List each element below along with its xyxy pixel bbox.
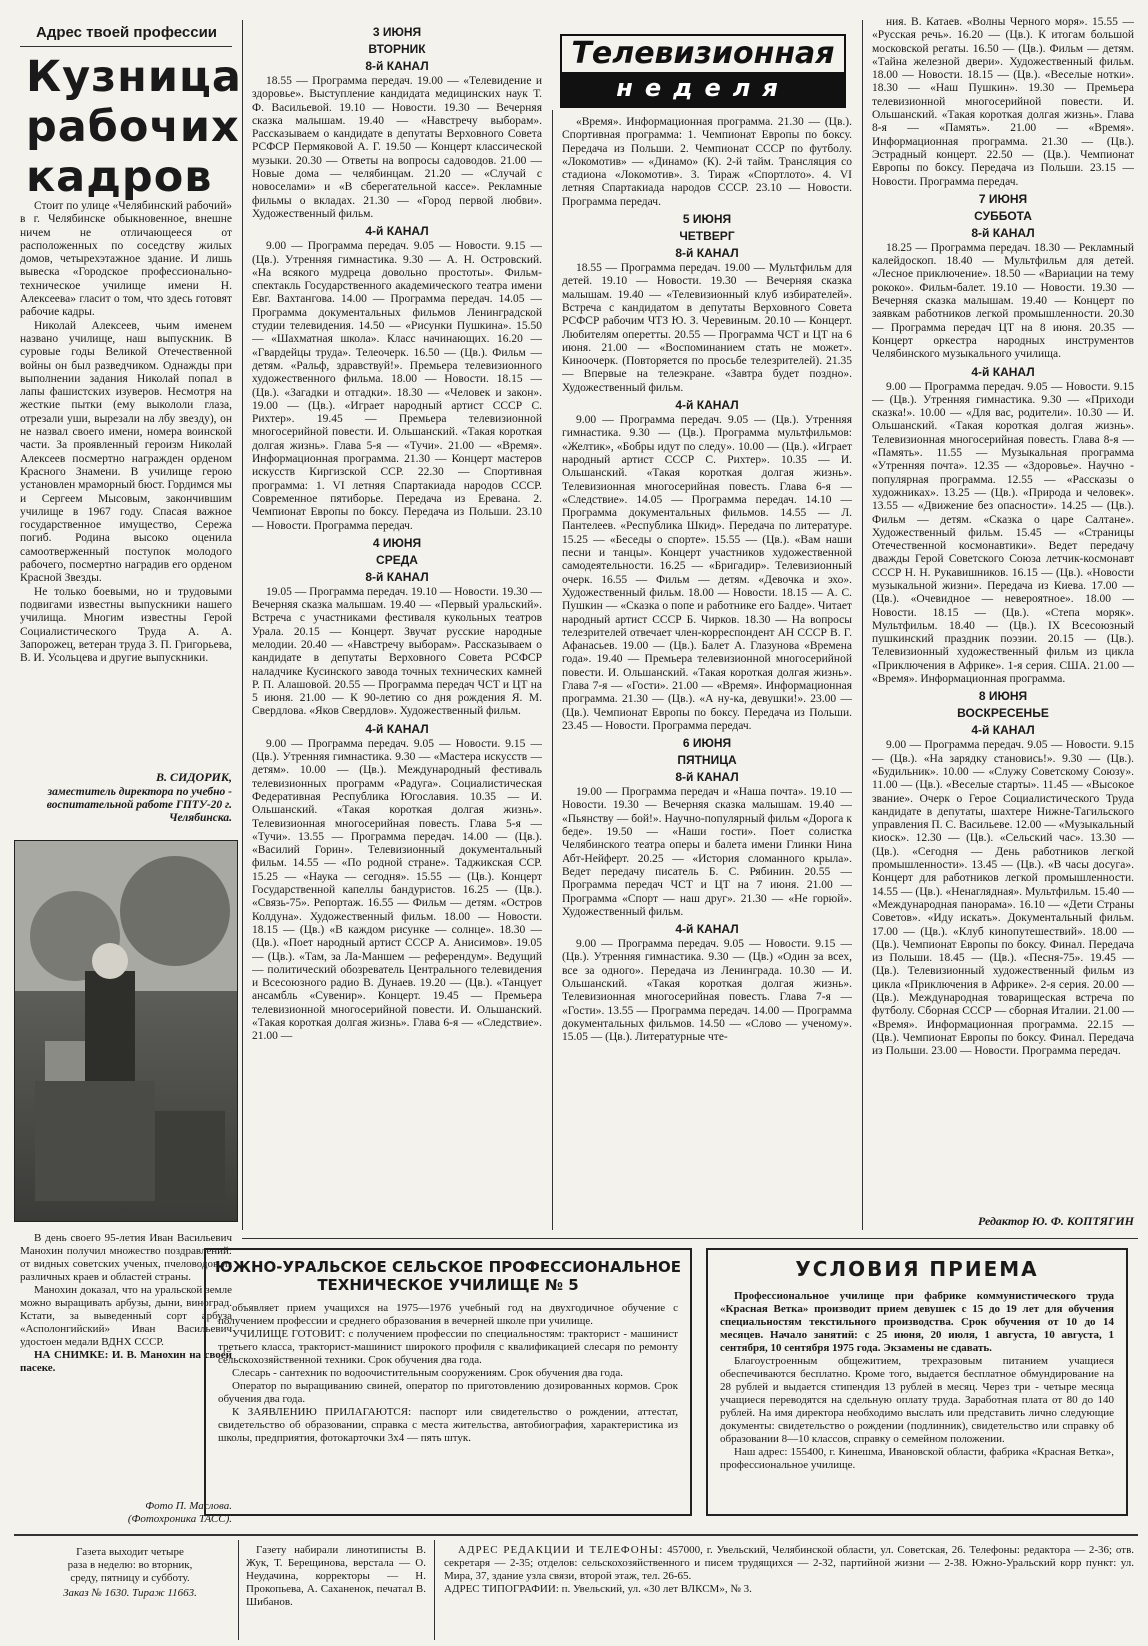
tv-column-1 [252, 22, 542, 1232]
ad-school-paragraph: Оператор по выращиванию свиней, оператор по приготовлению дозированных кормов. Срок обучения два года. [218, 1380, 678, 1405]
tv-schedule-heading: 8 ИЮНЯ [978, 689, 1028, 704]
ad-school-paragraph: Слесарь - сантехник по водоочистительным сооружениям. Срок обучения два года. [232, 1367, 623, 1379]
tv-column-2 [562, 116, 852, 1232]
ad-conditions-paragraph: Благоустроенным общежитием, трехразовым питанием учащиеся обеспечиваются бесплатно. Кроме того, выдается бесплатное обмундирование на 28 рублей и выдается стипендия 13 рублей в месяц. Через три - четыре месяца учащиеся переводятся на сдельную оплату труда. Заработная плата от 80 до 140 рублей. На имя директора необходимо выслать или представить лично следующие документы: свидетельство о рождении (подлинник), свидетельство или справку об образовании 8—10 классов, справку о семейном положении. [720, 1355, 1114, 1445]
schedule-line: среду, пятницу и субботу. [70, 1572, 190, 1584]
ad-school-title-line: ТЕХНИЧЕСКОЕ УЧИЛИЩЕ № 5 [317, 1276, 579, 1294]
tv-schedule-heading: СРЕДА [376, 552, 418, 567]
address-text: 457000, г. Увельский, Челябинской области, ул. Советская, 26. Телефоны: редактора — 2-36; отв. секретаря — 2-35; отделов: сельскохозяйственного и писем трудящихся — 2-32, партийной жизни — 2-38. Южно-Уральский корр пункт: ул. Мира, 37, здание узла связи, второй этаж, тел. 26-65. [444, 1544, 1134, 1582]
tv-schedule-heading: 8-й КАНАЛ [675, 246, 739, 261]
ad-school-title [206, 1258, 690, 1294]
beekeeper-photo [14, 840, 238, 1222]
article-signature-title: заместитель директора по учебно - воспитательной работе ГПТУ-20 г. Челябинска. [46, 786, 232, 824]
ad-school-paragraph: УЧИЛИЩЕ ГОТОВИТ: с получением профессии по специальностям: тракторист - машинист третьего класса, тракторист-машинист широкого профиля с квалификацией слесаря по ремонту сельскохозяйственной техники. Срок обучения два года. [218, 1328, 678, 1366]
tv-schedule-text: 19.05 — Программа передач. 19.10 — Новости. 19.30 — Вечерняя сказка малышам. 19.40 — «Первый уральский». Встреча с участниками фестиваля кукольных театров Урала. 20.15 — Концерт. Звучат русские народные мелодии. 20.40 — «Навстречу выборам». Рассказываем о кандидате в депутаты Верховного Совета РСФСР наладчике Кусинского завода точных технических камней Р. П. Алашовой. 20.55 — Программа передач ЧСТ и ЦТ на 5 июня. 21.00 — К 90-летию со дня рождения Я. М. Свердлова. «Яков Свердлов». Художественный фильм. [252, 585, 542, 718]
tv-schedule-heading: 3 ИЮНЯ [372, 25, 422, 39]
tv-schedule-heading: 4-й КАНАЛ [675, 398, 739, 413]
column-divider [242, 20, 243, 1230]
tv-schedule-text: ния. В. Катаев. «Волны Черного моря». 15.55 — «Русская речь». 16.20 — (Цв.). К итогам большой московской регаты. 16.50 — (Цв.). Фильм — детям. «Тайна железной двери». Художественный фильм. 18.00 — Новости. 18.15 — (Цв.). «Веселые нотки». 18.30 — «Наш Пушкин». 19.30 — Премьера телевизионной многосерийной повести. И. Ольшанский. «Такая короткая долгая жизнь». Глава 8-я — «Память». 21.00 — «Время». Информационная программа. 21.30 — (Цв.). Эстрадный концерт. 22.50 — (Цв.). Чемпионат Европы по боксу. Передача из Польши. 23.15 — Новости. Программа передач. [872, 16, 1134, 188]
tv-schedule-heading: 4-й КАНАЛ [675, 922, 739, 937]
rubric-label: Адрес твоей профессии [36, 24, 218, 41]
ad-conditions-box [706, 1248, 1128, 1516]
tv-schedule-heading: 8-й КАНАЛ [365, 59, 429, 73]
tv-schedule-heading: 8-й КАНАЛ [971, 225, 1035, 240]
article-title-line: кадров [26, 152, 213, 202]
tv-schedule-heading: 4-й КАНАЛ [971, 364, 1035, 379]
ad-conditions-paragraph: Профессиональное училище при фабрике коммунистического труда «Красная Ветка» производит прием девушек с 15 до 19 лет для обучения специальностям текстильного производства. Срок обучения от 10 до 14 месяцев. Начало занятий: с 25 июня, 20 июля, 1 августа, 10 августа, 1 сентября, 10 сентября 1975 года. Экзамены не сдавать. [720, 1290, 1114, 1354]
rubric-underline [20, 46, 232, 47]
tv-schedule-text: 18.55 — Программа передач. 19.00 — Мультфильм для детей. 19.10 — Новости. 19.30 — Вечерняя сказка малышам. 19.40 — «Телевизионный клуб избирателей». Встреча с кандидатом в депутаты Верховного Совета РСФСР рабочим ЧТЗ Ю. З. Черевиным. 20.10 — Концерт. Любителям оперетты. 20.55 — Программа ЧСТ и ЦТ на 6 июня. 21.00 — «Воспоминанием стать не может». Киноочерк. (Повторяется по просьбе телезрителей). 21.35 — Впервые на телеэкране. «Завтра будет поздно». Художественный фильм. [562, 262, 852, 394]
ad-conditions-paragraph: Наш адрес: 155400, г. Кинешма, Ивановской области, фабрика «Красная Ветка», профессиональное училище. [720, 1446, 1114, 1471]
typeset-credits: Газету набирали линотиписты В. Жук, Т. Берещинова, верстала — О. Неудачина, корректоры — Н. Прокопьева, А. Саханенок, печатал В. Шибанов. [246, 1544, 426, 1608]
column-divider [552, 110, 553, 1230]
ad-school-paragraph: объявляет прием учащихся на 1975—1976 учебный год на двухгодичное обучение с получением профессии и среднего образования в вечерней школе при училище. [218, 1302, 678, 1327]
tv-schedule-text: 9.00 — Программа передач. 9.05 — Новости. 9.15 — (Цв.). «На зарядку становись!». 9.30 — (Цв.). «Будильник». 10.00 — «Служу Советскому Союзу». 11.00 — (Цв.). «Веселые старты». 11.45 — «Высокое звание». Очерк о Герое Социалистического Труда кандидате в депутаты, шахтере Нижне-Тагильского управления П. С. Васильеве. 12.00 — «Музыкальный киоск». 12.30 — (Цв.). «Сельский час». 13.30 — (Цв.). «Сегодня — День работников легкой промышленности». 13.45 — (Цв.). «В часы досуга». Концерт для работников легкой промышленности. 14.55 — (Цв.). «Ненаглядная». Мультфильм. 15.40 — «Международная панорама». 16.10 — «Дети Страны Советов». «Иду искать». Документальный фильм. 17.00 — (Цв.). «Клуб кинопутешествий». 18.00 — (Цв.). Чемпионат Европы по боксу. Финал. Передача из Польши. 18.45 — (Цв.). «Песня-75». 19.45 — (Цв.). Телевизионный художественный фильм из цикла «Приключения в Африке». 2-я серия. 20.00 — (Цв.). Международная товарищеская встреча по футболу. Сборная СССР — сборная Италии. 21.00 — «Время». Информационная программа. 22.15 — (Цв.). Чемпионат Европы по боксу. Финал. Передача из Польши. 23.00 — Новости. Программа передач. [872, 739, 1134, 1058]
caption-paragraph: Манохин доказал, что на уральской земле можно выращивать арбузы, дыни, виноград. Кстати, за выведенный сорт арбуза «Асполонгийский» Иван Васильевич удостоен медали ВДНХ СССР. [20, 1284, 232, 1348]
tv-schedule-heading: СУББОТА [974, 208, 1032, 223]
address-paragraph [444, 1544, 1134, 1583]
article-paragraph: Стоит по улице «Челябинский рабочий» в г. Челябинске обыкновенное, внешне ничем не отличающееся от расположенных по соседству жилых домов, четырехэтажное здание. И лишь вывеска «Городское профессионально-техническое училище имени Н. Алексеева» гласит о том, что здесь готовят рабочие кадры. [20, 200, 232, 319]
tv-logo-bottom: неделя [616, 74, 790, 102]
tv-schedule-heading: 8-й КАНАЛ [675, 770, 739, 785]
tv-schedule-heading: ВОСКРЕСЕНЬЕ [957, 706, 1049, 721]
footer-address [444, 1544, 1134, 1640]
footer-divider [14, 1534, 1138, 1536]
ad-conditions-body [720, 1290, 1114, 1510]
ad-conditions-title: УСЛОВИЯ ПРИЕМА [795, 1257, 1039, 1281]
caption-paragraph: НА СНИМКЕ: И. В. Манохин на своей пасеке. [20, 1349, 232, 1374]
caption-paragraph: В день своего 95-летия Иван Васильевич Манохин получил множество поздравлений: от видных советских ученых, пчеловодов из различных краев и областей страны. [20, 1232, 232, 1283]
tv-schedule-heading: 6 ИЮНЯ [682, 736, 732, 751]
credit-line: Фото П. Маслова. [145, 1500, 232, 1512]
tv-schedule-heading: 8-й КАНАЛ [365, 569, 429, 584]
column-divider [862, 20, 863, 1230]
tv-schedule-heading: 4-й КАНАЛ [365, 721, 429, 736]
ad-school-paragraph: К ЗАЯВЛЕНИЮ ПРИЛАГАЮТСЯ: паспорт или свидетельство о рождении, аттестат, свидетельство об образовании, справка с места жительства, автобиография, характеристика из школы, предприятия, фотокарточки 3х4 — пять штук. [218, 1406, 678, 1444]
tv-schedule-text: 9.00 — Программа передач. 9.05 — Новости. 9.15 — (Цв.). Утренняя гимнастика. 9.30 — А. Н. Островский. «На всякого мудреца довольно простоты». Фильм-спектакль Государственного академического театра имени Евг. Вахтангова. 14.00 — Программа передач. 14.05 — Программа документальных фильмов Ленинградской студии телевидения. 14.50 — «Рисунки Пушкина». 15.50 — «Шахматная школа». Класс начинающих. 16.20 — «Гвардейцы труда». Телеочерк. 16.50 — (Цв.). Фильм — детям. «Ральф, здравствуй!». Премьера телевизионного художественного фильма. 18.00 — Новости. 18.15 — (Цв.). «Загадки и отгадки». 18.30 — «Человек и закон». 19.00 — (Цв.). «Играет народный артист СССР С. Рихтер». 19.45 — Премьера телевизионной многосерийной повести. И. Ольшанский. «Такая короткая долгая жизнь». Глава 5-я — «Тучи». 21.00 — «Время». Информационная программа. 21.30 — Концерт мастеров искусств Киргизской ССР. 22.30 — Спортивная программа: 1. VI летняя Спартакиада народов СССР. Современное пятиборье. Передача из Еревана. 2. Чемпионат Европы по боксу. Передача из Польши. 23.10 — Новости. Программа передач. [252, 240, 542, 532]
footer-typeset [246, 1544, 426, 1640]
tv-schedule-heading: 4 ИЮНЯ [372, 535, 422, 550]
tv-schedule-text: 9.00 — Программа передач. 9.05 — Новости. 9.15 — (Цв.). Утренняя гимнастика. 9.30 — (Цв.) «Один за всех, все за одного». Передача из Ленинграда. 10.30 — И. Ольшанский. «Такая короткая долгая жизнь». Телевизионная многосерийная повесть. Глава 7-я — «Гости». 13.55 — Программа передач. 14.00 — Программа документальных фильмов. 14.50 — «Слово — ученому». 15.05 — (Цв.). Литературные чте- [562, 938, 852, 1044]
photo-illustration [15, 841, 237, 1221]
photo-credit [20, 1500, 232, 1526]
article-title [26, 52, 242, 202]
tv-schedule-heading: ЧЕТВЕРГ [679, 229, 735, 244]
tv-schedule-heading: 4-й КАНАЛ [971, 723, 1035, 738]
article-paragraph: Николай Алексеев, чьим именем названо училище, наш выпускник. В суровые годы Великой Отечественной войны он был разведчиком. Однажды при выполнении задания Николай попал в лапы фашистских изуверов. Несмотря на жесткие пытки (ему выкололи глаза, отрезали уши, вырезали на лбу звезду), он не назвал своего имени, номера воинской части. За проявленный героизм Николай Алексеев посмертно награжден орденом Красного Знамени. В училище герою установлен мраморный бюст. Гордимся мы и Сергеем Мысовым, закончившим училище в 1967 году. Спасая важное государственное имущество, Сережа погиб. Родина высоко оценила самоотверженный поступок молодого рабочего, посмертно наградив его орденом Красной Звезды. [20, 319, 232, 585]
article-title-line: Кузница [26, 52, 242, 102]
tv-schedule-heading: ВТОРНИК [368, 42, 426, 56]
schedule-line: Газета выходит четыре [76, 1546, 184, 1558]
tv-schedule-text: 18.55 — Программа передач. 19.00 — «Телевидение и здоровье». Выступление кандидата медицинских наук Т. Ф. Васильевой. 19.10 — Новости. 19.30 — Вечерняя сказка малышам. 19.40 — «Навстречу выборам». Рассказываем о кандидате в депутаты Верховного Совета РСФСР Пермяковой А. Г. 19.50 — Концерт классической музыки. 20.30 — Ответы на вопросы садоводов. 21.00 — Новые дома — челябинцам. 21.20 — «Случай с новоселами» и «В сберегательной кассе». Рекламные фильмы о вкладах. 21.30 — «Город первой любви». Художественный фильм. [252, 75, 542, 220]
article-signature: В. СИДОРИК, [155, 770, 232, 784]
footer-schedule [30, 1546, 230, 1600]
footer-divider-v [238, 1540, 239, 1640]
photo-caption [20, 1232, 232, 1432]
ad-school-title-line: ЮЖНО-УРАЛЬСКОЕ СЕЛЬСКОЕ ПРОФЕССИОНАЛЬНОЕ [214, 1258, 682, 1276]
order-info: Заказ № 1630. Тираж 11663. [63, 1587, 197, 1599]
article-paragraph: Не только боевыми, но и трудовыми подвигами известны выпускники нашего училища. Многим известны Герой Социалистического Труда А. А. Запорожец, ветеран труда З. П. Григорьева, В. И. Усольцева и другие выпускники. [20, 585, 232, 665]
ad-school-body [218, 1302, 678, 1508]
print-address: АДРЕС ТИПОГРАФИИ: п. Увельский, ул. «30 лет ВЛКСМ», № 3. [444, 1583, 752, 1595]
tv-schedule-text: «Время». Информационная программа. 21.30 — (Цв.). Спортивная программа: 1. Чемпионат Европы по боксу. Передача из Польши. 2. Чемпионат СССР по футболу. «Локомотив» — «Динамо» (К). 2-й тайм. Трансляция со стадиона «Локомотив». 3. Тираж «Спортлото». 4. VI летняя Спартакиада народов СССР. 23.10 — Новости. Программа передач. [562, 116, 852, 208]
article-title-line: рабочих [26, 102, 240, 152]
tv-schedule-heading: ПЯТНИЦА [677, 753, 737, 768]
tv-week-logo [560, 34, 846, 108]
tv-schedule-text: 19.00 — Программа передач и «Наша почта». 19.10 — Новости. 19.30 — Вечерняя сказка малышам. 19.40 — «Пьянству — бой!». Научно-популярный фильм «Дорога к беде». 19.50 — «Наши гости». Поет солистка Челябинского театра оперы и балета имени Глинки Нина Абт-Нейферт. 20.25 — «История сломанного крыла». Ведет передачу писатель Б. С. Рябинин. 20.55 — Программа передач ЧСТ и ЦТ на 7 июня. 21.00 — Программа «Спорт — наш друг». 21.30 — «Не горюй». Художественный фильм. [562, 786, 852, 918]
tv-schedule-text: 9.00 — Программа передач. 9.05 — Новости. 9.15 — (Цв.). Утренняя гимнастика. 9.30 — «Мастера искусств — детям». 10.00 — (Цв.). Международный фестиваль телевизионных программ «Радуга». Социалистическая Федеративная Республика Югославия. 10.35 — И. Ольшанский. «Такая короткая долгая жизнь». Телевизионная многосерийная повесть. Глава 5-я — «Тучи». 13.55 — Программа передач. 14.00 — (Цв.). «Василий Горин». Телевизионный документальный фильм. 14.55 — «По родной стране». Таджикская ССР. 15.25 — «Наука — сегодня». 15.55 — (Цв.). Концерт Государственной капеллы бандуристов. 16.25 — (Цв.). «Связь-75». Репортаж. 16.55 — Фильм — детям. «Остров Колдуна». Художественный фильм. 18.00 — Новости. 18.15 — (Цв.) «В каждом рисунке — солнце». 18.30 — (Цв.). «Поет народный артист СССР А. Анисимов». 19.05 — (Цв.). «Там, за Ла-Маншем — референдум». Ведущий — политический обозреватель Центрального телевидения и Всесоюзного радио В. Дунаев. 19.20 — (Цв.). «Танцует ансамбль «Сувенир». Концерт. 19.45 — Премьера телевизионной многосерийной повести. И. Ольшанский. «Такая короткая долгая жизнь». Глава 6-я — «Следствие». 21.00 — [252, 737, 542, 1043]
tv-schedule-heading: 5 ИЮНЯ [682, 212, 732, 227]
tv-schedule-text: 9.00 — Программа передач. 9.05 — Новости. 9.15 — (Цв.). Утренняя гимнастика. 9.30 — «Приходи сказка!». 10.00 — «Для вас, родители». 10.30 — И. Ольшанский. «Такая короткая долгая жизнь». Телевизионная многосерийная повесть. Глава 8-я — «Память». 11.55 — Музыкальная программа «Утренняя почта». 12.35 — «Здоровье». Научно - популярная программа. 12.55 — «Рассказы о художниках». 13.25 — (Цв.). «Природа и человек». 13.55 — «Движение без опасности». 14.25 — (Цв.). Фильм — детям. «Сказка о царе Салтане». Художественный фильм. 15.45 — «Страницы Отечественной космонавтики». Ведет передачу дважды Герой Советского Союза летчик-космонавт СССР Н. Н. Рукавишников. 16.15 — (Цв.). «Новости музыкальной жизни». Передача из Киева. 17.00 — (Цв.). «Очевидное — невероятное». 18.00 — Новости. 18.15 — (Цв.). «Степа моряк». Мультфильм. 18.40 — (Цв.). IX Всесоюзный пушкинский праздник поэзии. 20.15 — (Цв.). Телевизионный художественный фильм из цикла «Приключения в Африке». 1-я серия. США. 21.00 — «Время». Информационная программа. [872, 380, 1134, 686]
schedule-line: раза в неделю: во вторник, [67, 1559, 193, 1571]
address-title: АДРЕС РЕДАКЦИИ И ТЕЛЕФОНЫ: [458, 1544, 664, 1556]
tv-schedule-heading: 7 ИЮНЯ [978, 191, 1028, 206]
tv-column-3 [872, 16, 1134, 1210]
credit-line: (Фотохроника ТАСС). [127, 1513, 232, 1525]
section-divider [242, 1238, 1138, 1239]
editor-signature: Редактор Ю. Ф. КОПТЯГИН [978, 1214, 1134, 1228]
ad-school-box [204, 1248, 692, 1516]
tv-schedule-text: 18.25 — Программа передач. 18.30 — Рекламный калейдоскоп. 18.40 — Мультфильм для детей. «Лесное приключение». 18.50 — «Вариации на тему рококо». Фильм-балет. 19.10 — Новости. 19.30 — Вечерняя сказка малышам. 19.40 — Концерт по заявкам работников легкой промышленности. 20.30 — Программа передач ЦТ на 8 июня. 20.35 — Концерт оркестра народных инструментов Челябинского музыкального училища. [872, 241, 1134, 361]
tv-logo-top: Телевизионная [562, 36, 844, 72]
footer-divider-v [434, 1540, 435, 1640]
tv-schedule-heading: 4-й КАНАЛ [365, 224, 429, 239]
article-body [20, 200, 232, 760]
tv-schedule-text: 9.00 — Программа передач. 9.05 — (Цв.). Утренняя гимнастика. 9.30 — (Цв.). Программа мультфильмов: «Желтик», «Бобры идут по следу». 10.00 — (Цв.). «Играет народный артист СССР С. Рихтер». 10.35 — И. Ольшанский. «Такая короткая долгая жизнь». Телевизионная многосерийная повесть. Глава 6-я — «Следствие». 14.05 — Программа передач. 14.10 — Программа документальных фильмов. 14.55 — Л. Пантелеев. «Республика Шкид». Передача по литературе. 15.25 — «Беседы о спорте». 15.55 — (Цв.). «Вам наши песни и танцы». Концерт участников художественной самодеятельности. 16.25 — «Бригадир». Телевизионный очерк. 16.55 — Фильм — детям. «Девочка и эхо». Художественный фильм. 18.00 — Новости. 18.15 — А. С. Пушкин — «Сказка о попе и работнике его Балде». Читает народный артист СССР Б. Чирков. 18.30 — На вопросы телезрителей отвечает член-корреспондент АН СССР В. Г. Афанасьев. 19.00 — (Цв.). Балет А. Глазунова «Времена года». 19.40 — Премьера телевизионной многосерийной повести. И. Ольшанский. «Такая короткая долгая жизнь». Глава 7-я — «Гости». 21.00 — «Время». Информационная программа. 21.30 — (Цв.). «А ну-ка, девушки!». 23.00 — (Цв.). Чемпионат Европы по боксу. Передача из Польши. 23.45 — Новости. Программа передач. [562, 414, 852, 732]
